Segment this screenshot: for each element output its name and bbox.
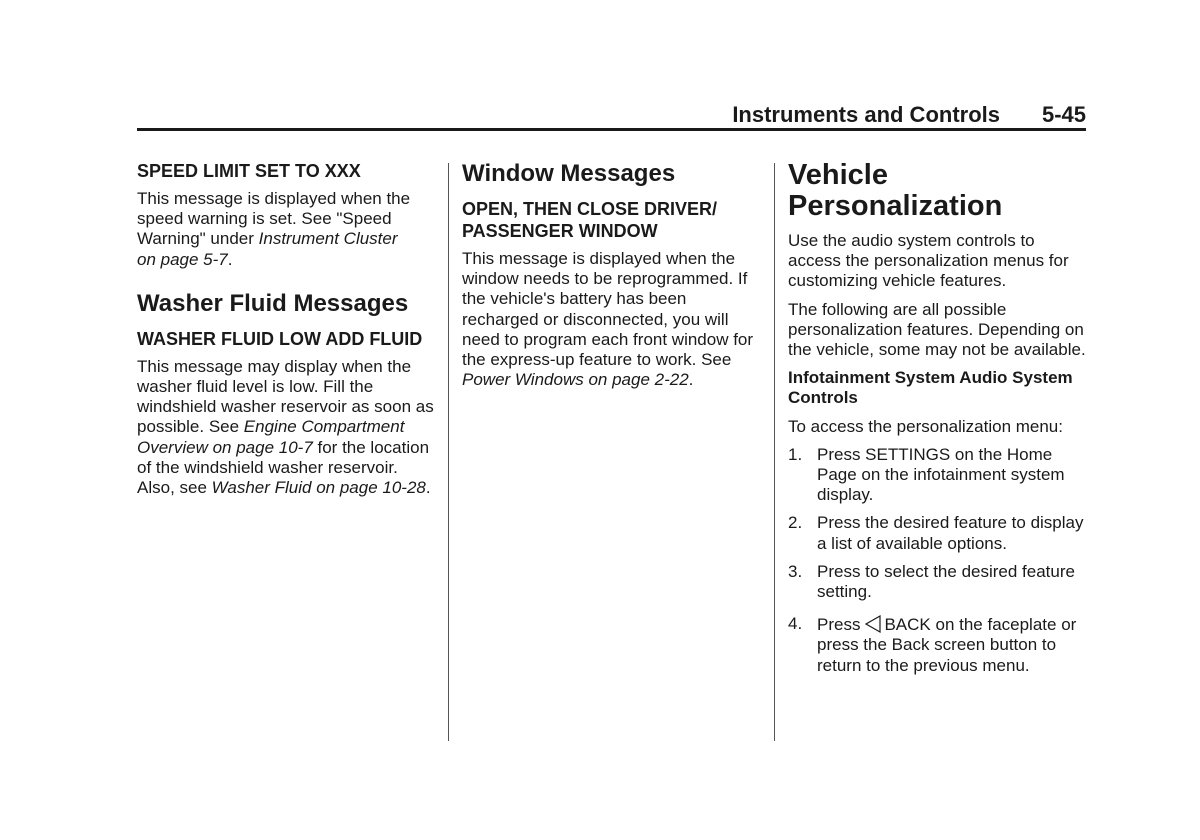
intro-paragraph: Use the audio system controls to access the personalization menus for customizing vehicle features. [788,231,1069,291]
engine-compartment-link[interactable]: Engine Compartment Overview on page 10-7 [137,417,405,457]
infotainment-controls-heading: Infotainment System Audio System Controls [788,368,1073,408]
washer-fluid-heading: WASHER FLUID LOW ADD FLUID [137,328,423,349]
window-heading: OPEN, THEN CLOSE DRIVER/ PASSENGER WINDOW [462,199,718,241]
features-paragraph: The following are all possible personalization features. Depending on the vehicle, some may not be available. [788,299,1086,360]
header-rule [137,128,1086,131]
steps-list [788,445,1088,676]
window-text: This message is displayed when the window needs to be reprogrammed. If the vehicle's battery has been recharged or disconnected, you will need to program each front window for the express-up feature to work. See Power Windows on page 2-22. [462,249,754,390]
page-header [137,100,1086,130]
list-item: 3. Press to select the desired feature setting. [788,561,1075,602]
washer-fluid-text: This message may display when the washer fluid level is low. Fill the windshield washer reservoir as soon as possible. See Engine Compartment Overview on page 10-7 for the location of the windshield washer reservoir. Also, see Washer Fluid on page 10-28. [137,356,434,498]
page-number: 5-45 [1041,102,1086,127]
instrument-cluster-page-link[interactable]: on page 5-7 [137,249,228,269]
column-left [137,160,437,506]
column-middle [462,160,762,398]
column-right [788,160,1088,684]
list-item: 1. Press SETTINGS on the Home Page on the infotainment system display. [788,444,1065,505]
washer-fluid-link[interactable]: Washer Fluid on page 10-28 [211,478,426,498]
speed-limit-heading: SPEED LIMIT SET TO XXX [137,161,361,181]
list-item: 2. Press the desired feature to display a list of available options. [788,513,1084,553]
column-divider [774,163,775,741]
section-title: Instruments and Controls [732,102,1000,127]
back-triangle-icon [863,614,883,634]
instrument-cluster-link[interactable]: Instrument Cluster [258,229,398,249]
access-paragraph: To access the personalization menu: [788,416,1063,436]
window-messages-section-title: Window Messages [462,160,676,187]
power-windows-link[interactable]: Power Windows on page 2-22 [462,370,689,390]
speed-limit-text: This message is displayed when the speed warning is set. See "Speed Warning" under Instrument Cluster on page 5-7. [137,189,411,269]
list-item: 4. Press BACK on the faceplate or press the Back screen button to return to the previous menu. [788,614,1077,675]
column-divider [448,163,449,741]
washer-fluid-section-title: Washer Fluid Messages [137,289,409,317]
vehicle-personalization-title: Vehicle Personalization [788,159,1003,222]
